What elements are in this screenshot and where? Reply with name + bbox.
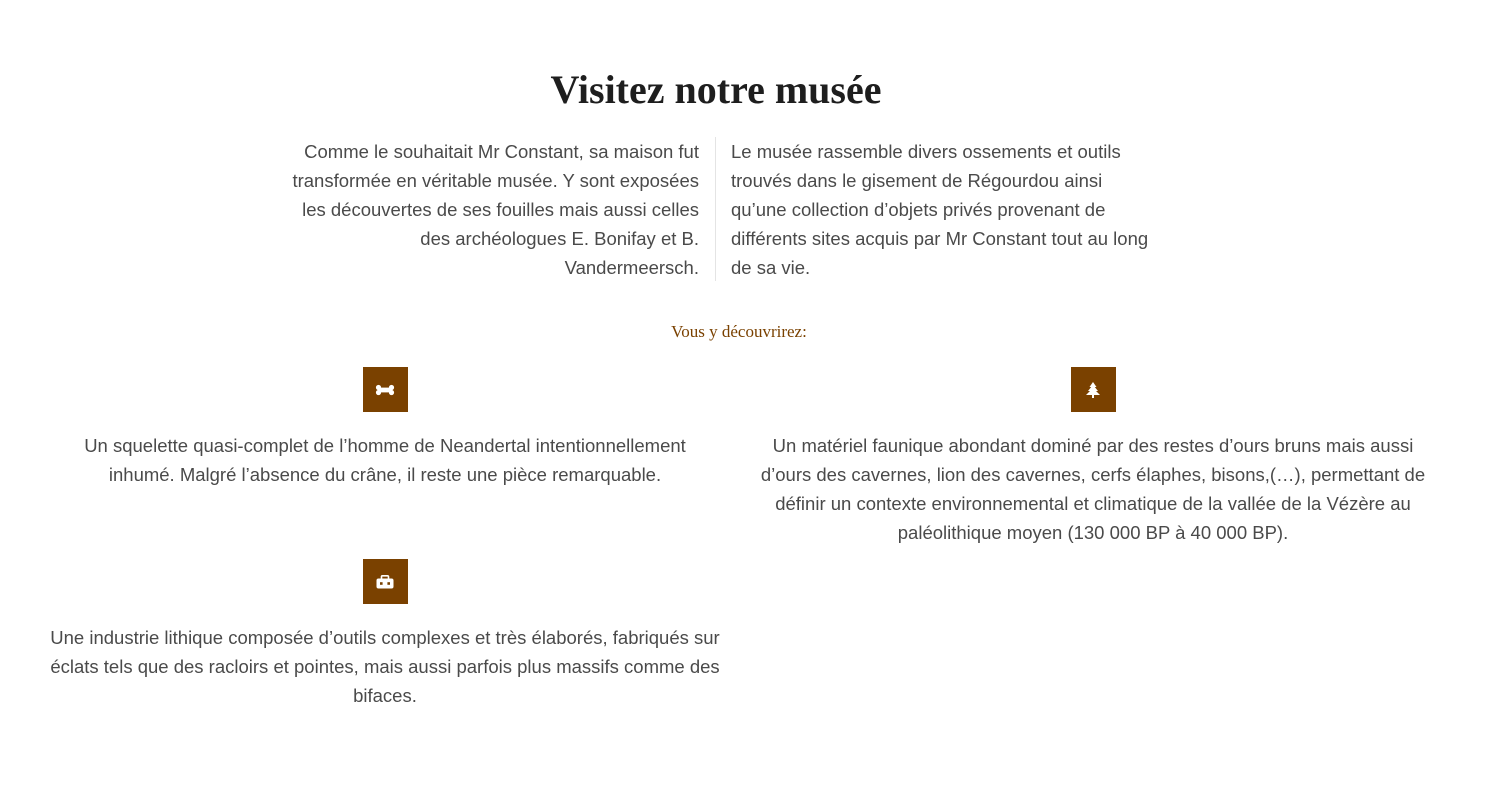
section-title: Visitez notre musée (550, 67, 882, 112)
feature-lithic-industry (50, 559, 720, 710)
feature-skeleton (50, 367, 720, 489)
feature-fauna (750, 367, 1436, 547)
feature-text: Une industrie lithique composée d’outils complexes et très élaborés, fabriqués sur éclats tels que des racloirs et pointes, mais aussi parfois plus massifs comme des bifaces. (50, 627, 720, 706)
feature-text: Un matériel faunique abondant dominé par des restes d’ours bruns mais aussi d’ours des cavernes, lion des cavernes, cerfs élaphes, bisons,(…), permettant de définir un contexte environnemental et climatique de la vallée de la Vézère au paléolithique moyen (130 000 BP à 40 000 BP). (760, 435, 1426, 543)
feature-text: Un squelette quasi-complet de l’homme de Neandertal intentionnellement inhumé. Malgré l’absence du crâne, il reste une pièce remarquable. (84, 435, 686, 485)
intro-text-right: Le musée rassemble divers ossements et outils trouvés dans le gisement de Régourdou ainsi qu’une collection d’objets privés provenant de différents sites acquis par Mr Constant tout au long de sa vie. (731, 141, 1149, 278)
tree-icon (1071, 367, 1116, 412)
discover-subheading: Vous y découvrirez: (671, 322, 807, 341)
intro-text-left: Comme le souhaitait Mr Constant, sa maison fut transformée en véritable musée. Y sont exposées les découvertes de ses fouilles mais aussi celles des archéologues E. Bonifay et B. Vandermeersch. (292, 141, 699, 278)
bone-icon (363, 367, 408, 412)
toolbox-icon (363, 559, 408, 604)
intro-divider (715, 137, 716, 281)
